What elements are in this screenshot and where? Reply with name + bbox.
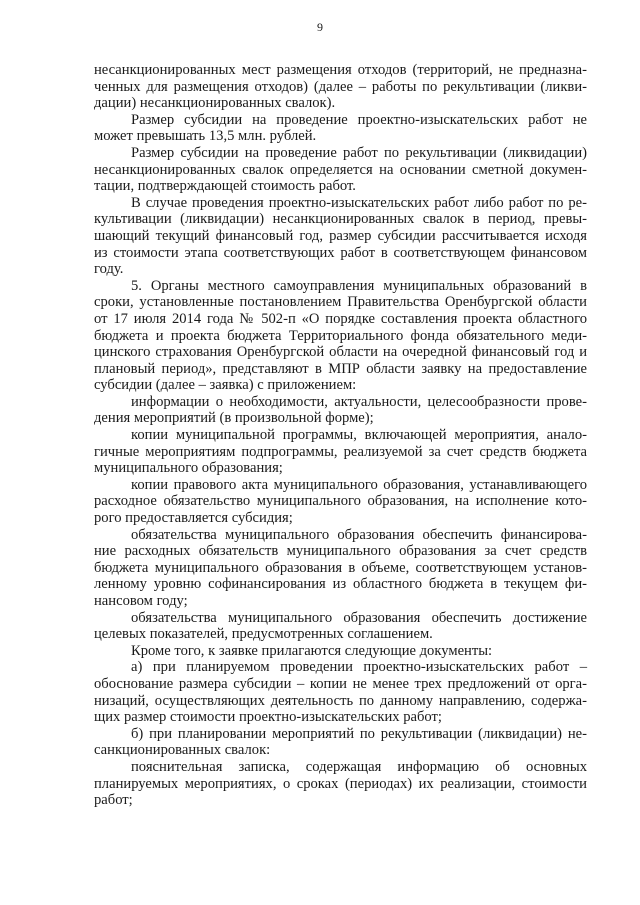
text-line: может превышать 13,5 млн. рублей. — [94, 128, 317, 145]
text-line: обязательства муниципального образования обеспечить финансирова- — [131, 526, 587, 543]
text-line: году. — [94, 261, 124, 278]
text-line: дения мероприятий (в произвольной форме); — [94, 410, 374, 427]
text-line: гичные мероприятиям подпрограммы, реализуемой за счет средств бюджета — [94, 443, 587, 460]
document-body — [94, 62, 587, 809]
text-line: плановый период», представляют в МПР области заявку на предоставление — [94, 360, 587, 377]
text-line: планируемых мероприятиях, о сроках (периодах) их реализации, стоимости — [94, 775, 587, 792]
text-line: санкционированных свалок: — [94, 742, 271, 759]
text-line: цинского страхования Оренбургской области на очередной финансовый год и — [94, 344, 587, 361]
text-line: рого предоставляется субсидия; — [94, 510, 293, 527]
text-line: копии правового акта муниципального образования, устанавливающего — [131, 476, 587, 493]
text-line: нансовом году; — [94, 593, 188, 609]
text-line: от 17 июля 2014 года № 502-п «О порядке составления проекта областного — [94, 310, 587, 327]
text-line: Размер субсидии на проведение проектно-изыскательских работ не — [131, 111, 587, 128]
text-line: ченных для размещения отходов) (далее – работы по рекультивации (ликви- — [94, 78, 587, 95]
text-line: работ; — [94, 792, 133, 809]
text-line: информации о необходимости, актуальности, целесообразности прове- — [131, 393, 587, 410]
text-line: несанкционированных мест размещения отходов (территорий, не предназна- — [94, 62, 587, 78]
text-line: Кроме того, к заявке прилагаются следующие документы: — [131, 642, 493, 659]
text-line: щих размер стоимости проектно-изыскательских работ; — [94, 709, 442, 726]
text-line: целевых показателей, предусмотренных соглашением. — [94, 626, 433, 643]
text-line: бюджета муниципального образования в объеме, соответствующем установ- — [94, 559, 587, 576]
text-line: пояснительная записка, содержащая информацию об основных — [131, 758, 587, 775]
text-line: несанкционированных свалок определяется на основании сметной докумен- — [94, 161, 587, 178]
text-line: а) при планируемом проведении проектно-изыскательских работ – — [131, 659, 587, 676]
text-line: муниципального образования; — [94, 460, 283, 477]
text-line: субсидии (далее – заявка) с приложением: — [94, 377, 357, 394]
text-line: обоснование размера субсидии – копии не менее трех предложений от орга- — [94, 675, 587, 692]
text-line: шающий текущий финансовый год, размер субсидии рассчитывается исходя — [94, 227, 587, 244]
text-line: копии муниципальной программы, включающей мероприятия, анало- — [131, 427, 587, 444]
page-number: 9 — [317, 20, 323, 34]
text-line: дации) несанкционированных свалок). — [94, 95, 336, 112]
text-line: ленному уровню софинансирования из областного бюджета в текущем фи- — [94, 576, 587, 593]
text-line: Размер субсидии на проведение работ по рекультивации (ликвидации) — [131, 144, 587, 161]
text-line: ние расходных обязательств муниципального образования за счет средств — [94, 543, 587, 560]
text-line: сроки, установленные постановлением Правительства Оренбургской области — [94, 294, 587, 311]
text-line: тации, подтверждающей стоимость работ. — [94, 178, 356, 195]
text-line: культивации (ликвидации) несанкционированных свалок в период, превы- — [94, 211, 587, 228]
text-line: расходное обязательство муниципального образования, на исполнение кото- — [94, 493, 587, 510]
text-line: обязательства муниципального образования обеспечить достижение — [131, 609, 587, 626]
text-line: 5. Органы местного самоуправления муниципальных образований в — [131, 277, 587, 294]
text-line: низаций, осуществляющих деятельность по данному направлению, содержа- — [94, 692, 587, 709]
text-line: б) при планировании мероприятий по рекультивации (ликвидации) не- — [131, 725, 587, 742]
text-line: В случае проведения проектно-изыскательских работ либо работ по ре- — [131, 194, 587, 211]
text-line: бюджета и проекта бюджета Территориального фонда обязательного меди- — [94, 327, 587, 344]
text-line: из стоимости этапа соответствующих работ в соответствующем финансовом — [94, 244, 587, 261]
